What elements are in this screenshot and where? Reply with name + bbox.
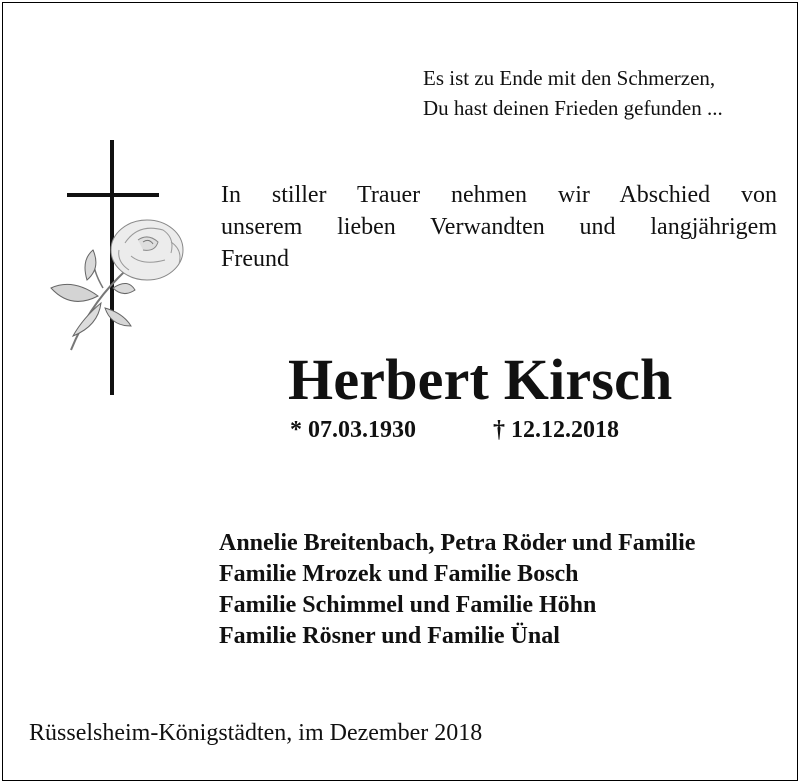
birth-date: * 07.03.1930 bbox=[290, 417, 416, 443]
memorial-quote bbox=[423, 63, 783, 123]
rose-icon bbox=[51, 220, 183, 350]
quote-line: Du hast deinen Frieden gefunden ... bbox=[423, 96, 723, 120]
mourners-list bbox=[219, 528, 695, 652]
obituary-notice bbox=[2, 2, 798, 781]
intro-line: Freund bbox=[221, 246, 289, 272]
intro-line: In stiller Trauer nehmen wir Abschied von bbox=[221, 182, 777, 208]
death-date: † 12.12.2018 bbox=[493, 417, 619, 443]
deceased-name: Herbert Kirsch bbox=[288, 347, 673, 412]
quote-line: Es ist zu Ende mit den Schmerzen, bbox=[423, 66, 716, 90]
mourner-line: Familie Schimmel und Familie Höhn bbox=[219, 592, 597, 618]
cross-and-rose-emblem bbox=[43, 138, 193, 403]
place-and-date: Rüsselsheim-Königstädten, im Dezember 2018 bbox=[29, 720, 483, 746]
mourner-line: Familie Rösner und Familie Ünal bbox=[219, 623, 560, 649]
mourner-line: Familie Mrozek und Familie Bosch bbox=[219, 561, 579, 587]
mourner-line: Annelie Breitenbach, Petra Röder und Familie bbox=[219, 530, 696, 556]
intro-text bbox=[221, 179, 777, 275]
intro-line: unserem lieben Verwandten und langjährigem bbox=[221, 214, 777, 240]
